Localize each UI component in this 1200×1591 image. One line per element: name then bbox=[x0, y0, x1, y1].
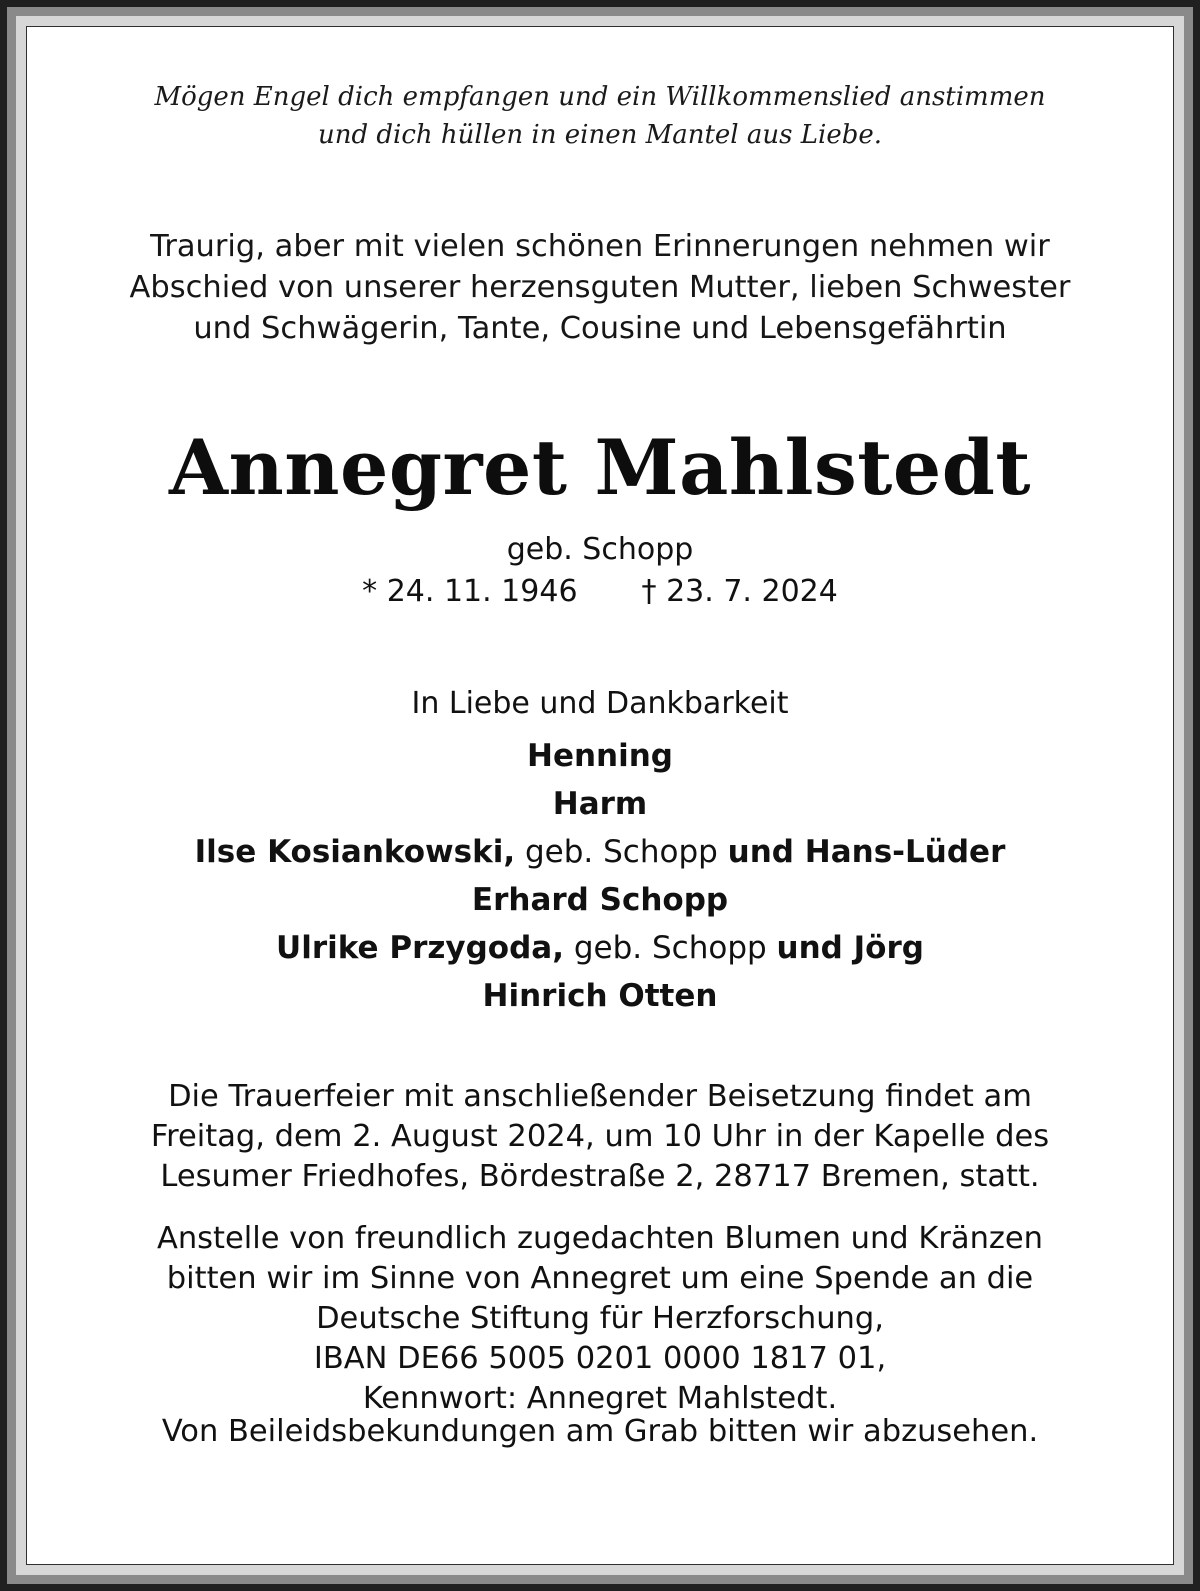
life-dates bbox=[40, 573, 1160, 611]
mourner-partner: und Hans-Lüder bbox=[727, 834, 1006, 870]
ceremony-line: Die Trauerfeier mit anschließender Beisetzung findet am bbox=[168, 1079, 1032, 1114]
motto-verse bbox=[40, 78, 1160, 154]
donation-line: Deutsche Stiftung für Herzforschung, bbox=[316, 1301, 884, 1336]
ceremony-line: Freitag, dem 2. August 2024, um 10 Uhr in der Kapelle des bbox=[150, 1119, 1050, 1154]
ceremony-line: Lesumer Friedhofes, Bördestraße 2, 28717 Bremen, statt. bbox=[160, 1159, 1040, 1194]
maiden-name: geb. Schopp bbox=[506, 532, 694, 567]
mourner-name: Harm bbox=[552, 786, 648, 822]
mourner-entry bbox=[40, 924, 1160, 972]
intro-line: und Schwägerin, Tante, Cousine und Lebensgefährtin bbox=[193, 311, 1007, 346]
motto-line: Mögen Engel dich empfangen und ein Willkommenslied anstimmen bbox=[154, 82, 1046, 112]
mourner-entry bbox=[40, 780, 1160, 828]
intro-line: Abschied von unserer herzensguten Mutter, lieben Schwester bbox=[129, 270, 1071, 305]
mourner-note: geb. Schopp bbox=[573, 930, 767, 966]
closing-note: Von Beileidsbekundungen am Grab bitten wir abzusehen. bbox=[161, 1414, 1039, 1449]
mourners-heading: In Liebe und Dankbarkeit bbox=[411, 686, 789, 721]
mourner-entry bbox=[40, 828, 1160, 876]
mourner-entry bbox=[40, 876, 1160, 924]
mourner-name: Hinrich Otten bbox=[482, 978, 718, 1014]
ceremony-info bbox=[40, 1077, 1160, 1197]
donation-line: Anstelle von freundlich zugedachten Blumen und Kränzen bbox=[156, 1221, 1044, 1256]
motto-line: und dich hüllen in einen Mantel aus Liebe. bbox=[317, 120, 882, 150]
birth-date: * 24. 11. 1946 bbox=[362, 574, 578, 609]
donation-iban: IBAN DE66 5005 0201 0000 1817 01, bbox=[313, 1341, 887, 1376]
mourner-partner: und Jörg bbox=[776, 930, 924, 966]
intro-line: Traurig, aber mit vielen schönen Erinnerungen nehmen wir bbox=[150, 229, 1050, 264]
mourner-name: Henning bbox=[527, 738, 673, 774]
mourner-name: Ilse Kosiankowski, bbox=[194, 834, 516, 870]
intro-text bbox=[40, 226, 1160, 349]
death-date: † 23. 7. 2024 bbox=[641, 574, 838, 609]
mourner-name: Erhard Schopp bbox=[471, 882, 729, 918]
mourner-entry bbox=[40, 972, 1160, 1020]
mourner-entry bbox=[40, 732, 1160, 780]
donation-line: bitten wir im Sinne von Annegret um eine Spende an die bbox=[166, 1261, 1034, 1296]
donation-keyword: Kennwort: Annegret Mahlstedt. bbox=[362, 1381, 838, 1416]
mourner-name: Ulrike Przygoda, bbox=[276, 930, 564, 966]
donation-request bbox=[40, 1219, 1160, 1419]
mourner-note: geb. Schopp bbox=[524, 834, 718, 870]
deceased-name: Annegret Mahlstedt bbox=[169, 423, 1031, 512]
mourners-list bbox=[40, 732, 1160, 1020]
